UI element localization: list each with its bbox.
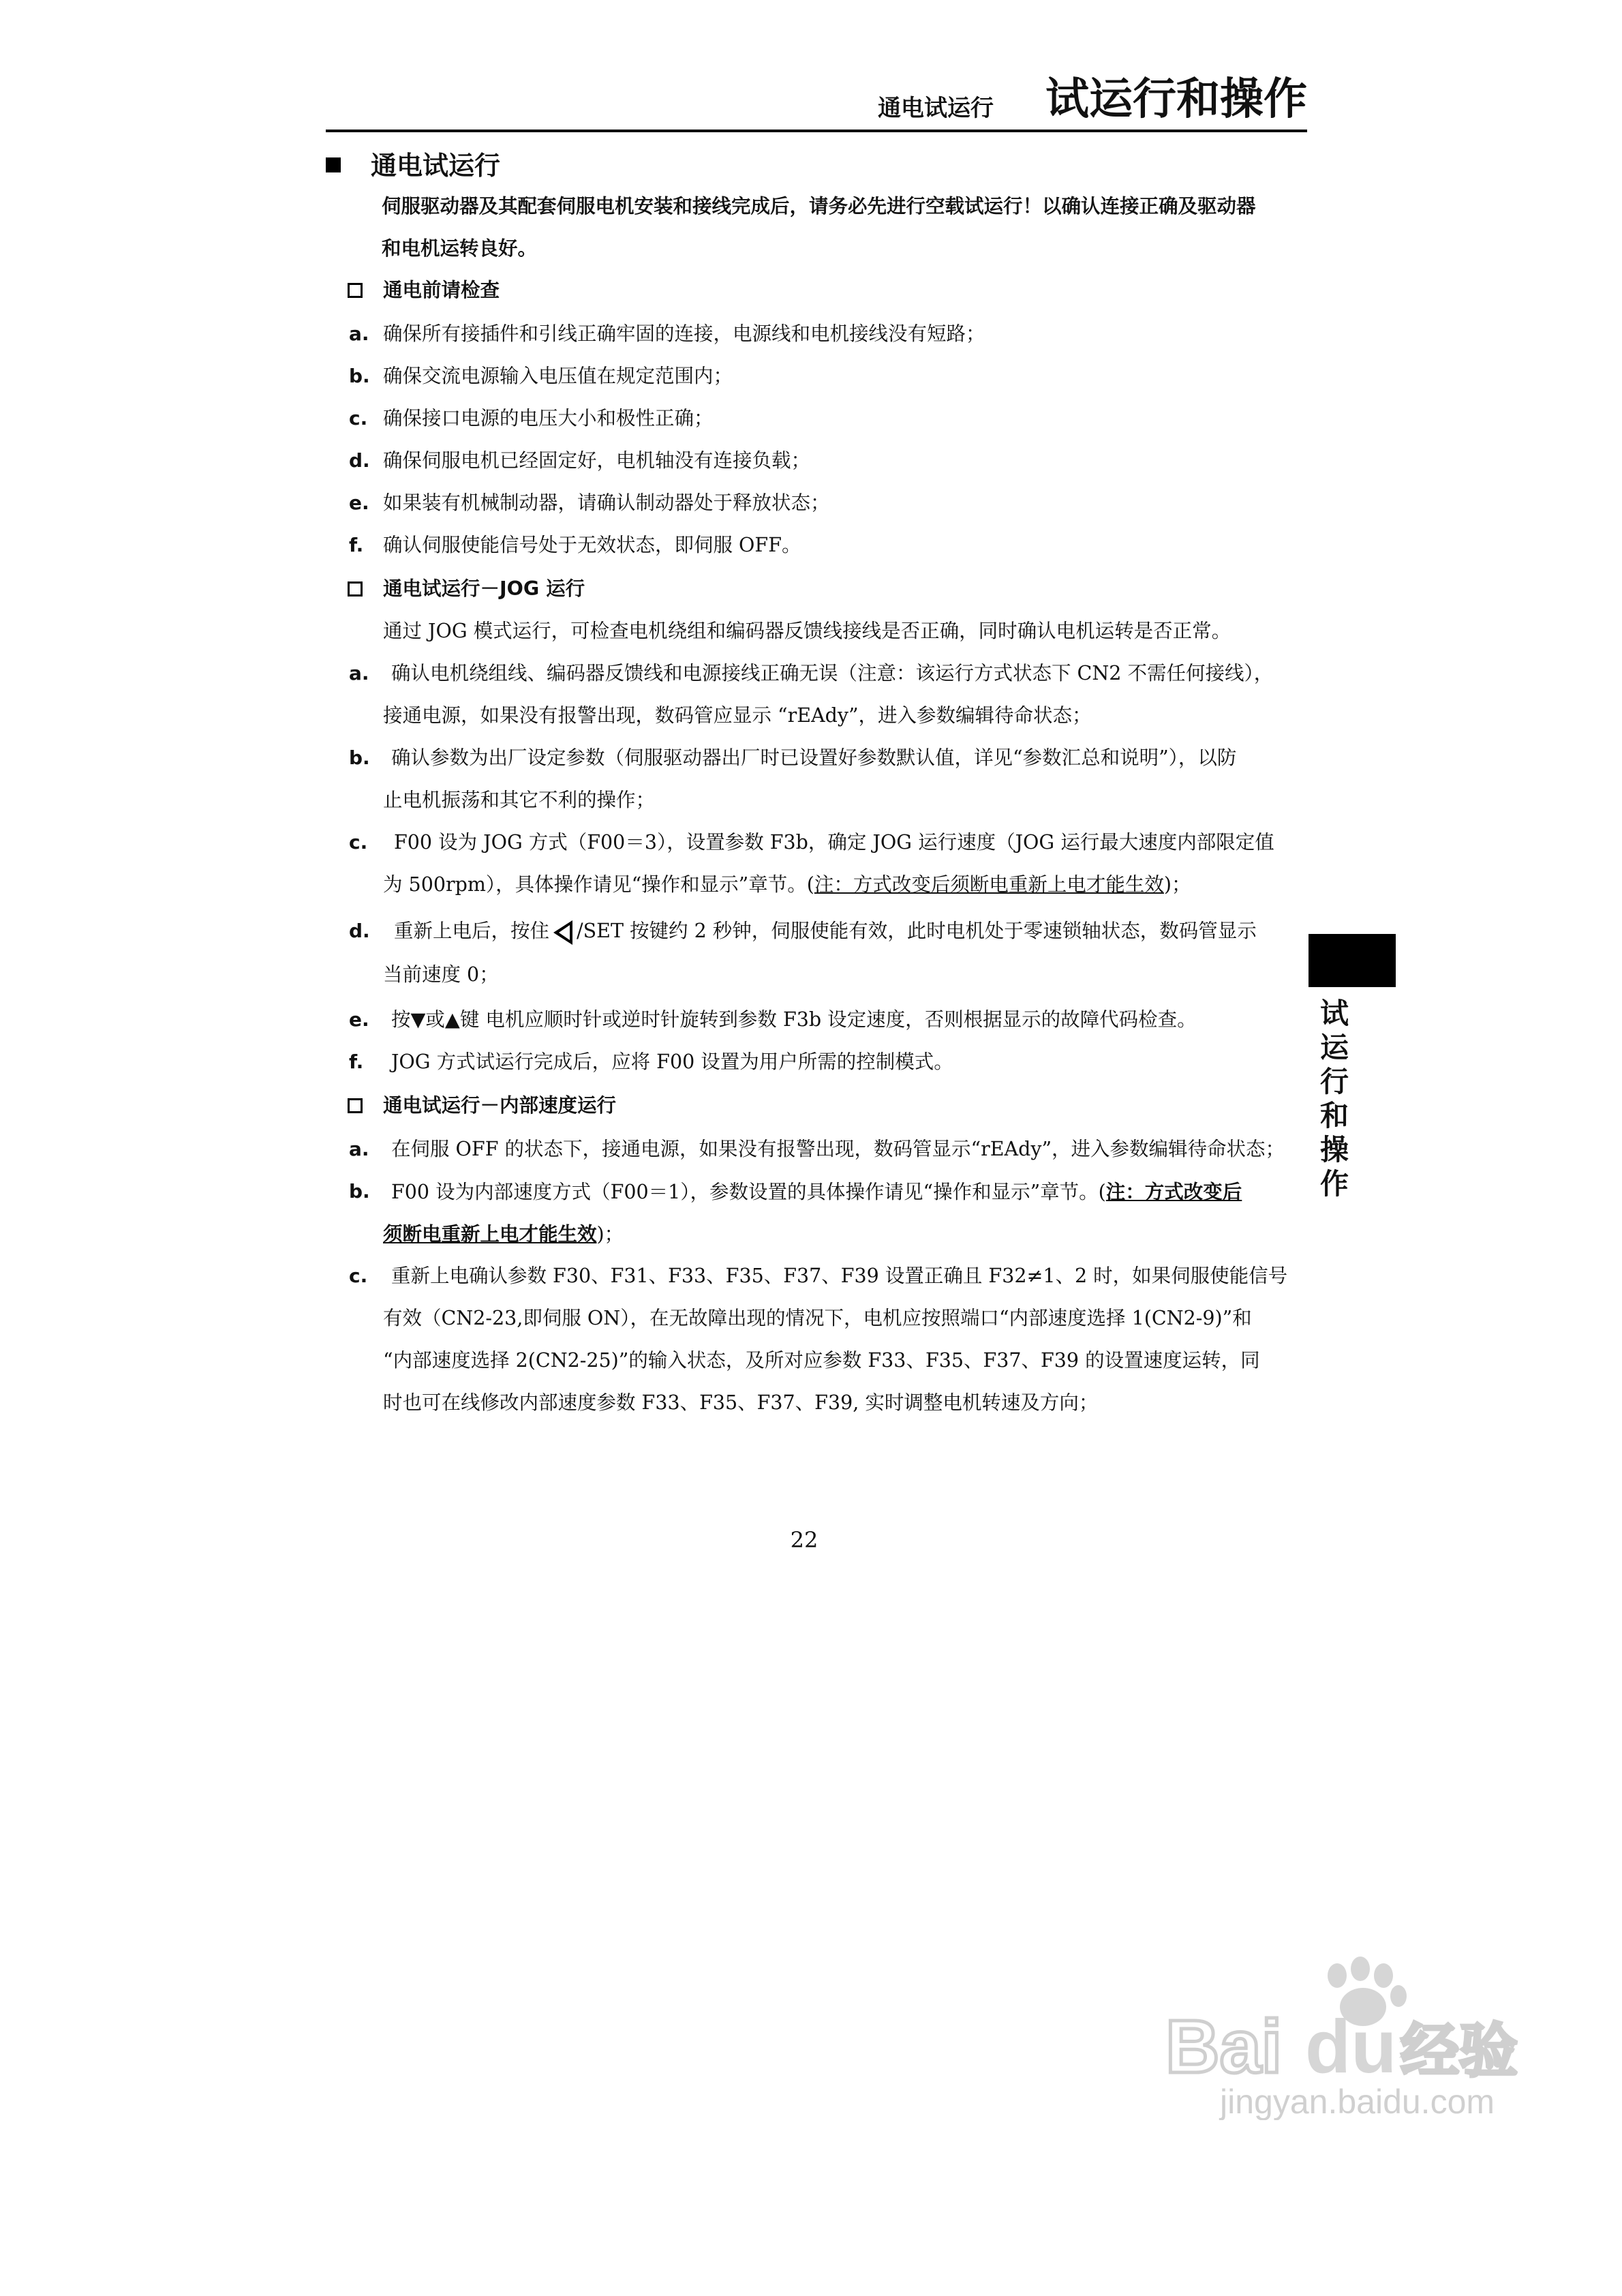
baidu-watermark-logo <box>1159 1957 1540 2120</box>
item-label: e. <box>349 1008 369 1031</box>
text-span: 重新上电后，按住 <box>394 920 550 942</box>
list-item: 如果装有机械制动器，请确认制动器处于释放状态； <box>383 492 830 514</box>
watermark-url: jingyan.baidu.com <box>1220 2083 1495 2120</box>
page-number: 22 <box>790 1527 818 1553</box>
item-label: a. <box>349 322 369 345</box>
item-label: b. <box>349 1180 370 1203</box>
item-label: d. <box>349 920 370 942</box>
text-span: 按键约 2 秒钟，伺服使能有效，此时电机处于零速锁轴状态，数码管显示 <box>630 920 1257 942</box>
check-title: 通电前请检查 <box>383 279 500 301</box>
list-item: “内部速度选择 2(CN2-25)”的输入状态，及所对应参数 F33、F35、F37、F39 的设置速度运转，同 <box>383 1349 1260 1372</box>
list-item <box>394 918 1257 945</box>
item-label: f. <box>349 534 364 556</box>
item-label: a. <box>349 1138 369 1160</box>
list-item: 确保交流电源输入电压值在规定范围内； <box>383 365 733 387</box>
item-label: e. <box>349 492 369 514</box>
list-item: 按▼或▲键 电机应顺时针或逆时针旋转到参数 F3b 设定速度，否则根据显示的故障代码检查。 <box>391 1008 1197 1031</box>
note-underlined: 注：方式改变后须断电重新上电才能生效 <box>814 873 1164 896</box>
list-item: 当前速度 0； <box>383 963 499 986</box>
item-label: b. <box>349 746 370 769</box>
checkbox-icon <box>348 581 363 596</box>
intro-line-2: 和电机运转良好。 <box>382 237 538 260</box>
list-item: 止电机振荡和其它不利的操作； <box>383 789 656 811</box>
list-item: 确认伺服使能信号处于无效状态，即伺服 OFF。 <box>383 534 801 556</box>
checkbox-icon <box>348 1098 363 1113</box>
list-item: 接通电源，如果没有报警出现，数码管应显示 “rEAdy”，进入参数编辑待命状态； <box>383 704 1092 727</box>
item-label: c. <box>349 1265 368 1287</box>
item-label: f. <box>349 1051 364 1073</box>
list-item: 确保所有接插件和引线正确牢固的连接，电源线和电机接线没有短路； <box>383 322 985 345</box>
jog-title: 通电试运行－JOG 运行 <box>383 577 585 600</box>
text-span: )； <box>596 1223 624 1245</box>
jog-intro: 通过 JOG 模式运行，可检查电机绕组和编码器反馈线接线是否正确，同时确认电机运转是否正常。 <box>383 620 1231 642</box>
section-title-text: 通电试运行 <box>371 151 501 181</box>
watermark-label: 经验 <box>1401 2017 1518 2085</box>
list-item: 有效（CN2-23,即伺服 ON），在无故障出现的情况下，电机应按照端口“内部速度选择 1(CN2-9)”和 <box>383 1307 1252 1329</box>
list-item <box>383 871 1191 898</box>
page-header <box>326 68 1307 132</box>
item-label: c. <box>349 407 368 429</box>
list-item: 确保接口电源的电压大小和极性正确； <box>383 407 714 429</box>
list-item: 时也可在线修改内部速度参数 F33、F35、F37、F39, 实时调整电机转速及方向； <box>383 1391 1099 1414</box>
header-title: 试运行和操作 <box>1045 74 1307 125</box>
watermark-brand2: du <box>1305 2005 1397 2089</box>
list-item <box>391 1178 1242 1206</box>
watermark-brand: Bai <box>1165 2005 1283 2089</box>
internal-title: 通电试运行－内部速度运行 <box>383 1094 617 1117</box>
set-key-label: /SET <box>577 920 624 942</box>
item-label: c. <box>349 831 368 854</box>
list-item: 确保伺服电机已经固定好，电机轴没有连接负载； <box>383 449 811 472</box>
item-label: b. <box>349 365 370 387</box>
note-underlined: 须断电重新上电才能生效 <box>383 1222 597 1245</box>
list-item: 在伺服 OFF 的状态下，接通电源，如果没有报警出现，数码管显示“rEAdy”，进入参数编辑待命状态； <box>391 1138 1285 1160</box>
item-label: d. <box>349 449 370 472</box>
list-item: F00 设为 JOG 方式（F00＝3），设置参数 F3b，确定 JOG 运行速度（JOG 运行最大速度内部限定值 <box>394 831 1274 854</box>
list-item <box>383 1220 624 1248</box>
list-item: 重新上电确认参数 F30、F31、F33、F35、F37、F39 设置正确且 F32≠1、2 时，如果伺服使能信号 <box>391 1265 1288 1287</box>
list-item: 确认参数为出厂设定参数（伺服驱动器出厂时已设置好参数默认值，详见“参数汇总和说明”），以防 <box>391 746 1237 769</box>
text-span: F00 设为内部速度方式（F00＝1），参数设置的具体操作请见“操作和显示”章节。( <box>391 1181 1106 1203</box>
chapter-tab-label: 试运行和操作 <box>1319 997 1349 1200</box>
item-label: a. <box>349 662 369 684</box>
intro-line-1: 伺服驱动器及其配套伺服电机安装和接线完成后，请务必先进行空载试运行！以确认连接正确及驱动器 <box>382 194 1256 217</box>
text-span: )； <box>1163 873 1191 896</box>
section-title <box>326 145 500 182</box>
chapter-tab <box>1309 934 1396 987</box>
text-span: 为 500rpm），具体操作请见“操作和显示”章节。( <box>383 873 814 896</box>
checkbox-icon <box>348 283 363 298</box>
note-underlined: 注：方式改变后 <box>1105 1180 1242 1203</box>
square-bullet-icon <box>326 157 341 172</box>
list-item: 确认电机绕组线、编码器反馈线和电源接线正确无误（注意：该运行方式状态下 CN2 不需任何接线）， <box>391 662 1274 684</box>
list-item: JOG 方式试运行完成后，应将 F00 设置为用户所需的控制模式。 <box>391 1051 953 1073</box>
left-triangle-key-icon <box>553 920 572 945</box>
header-subtitle: 通电试运行 <box>878 95 994 122</box>
